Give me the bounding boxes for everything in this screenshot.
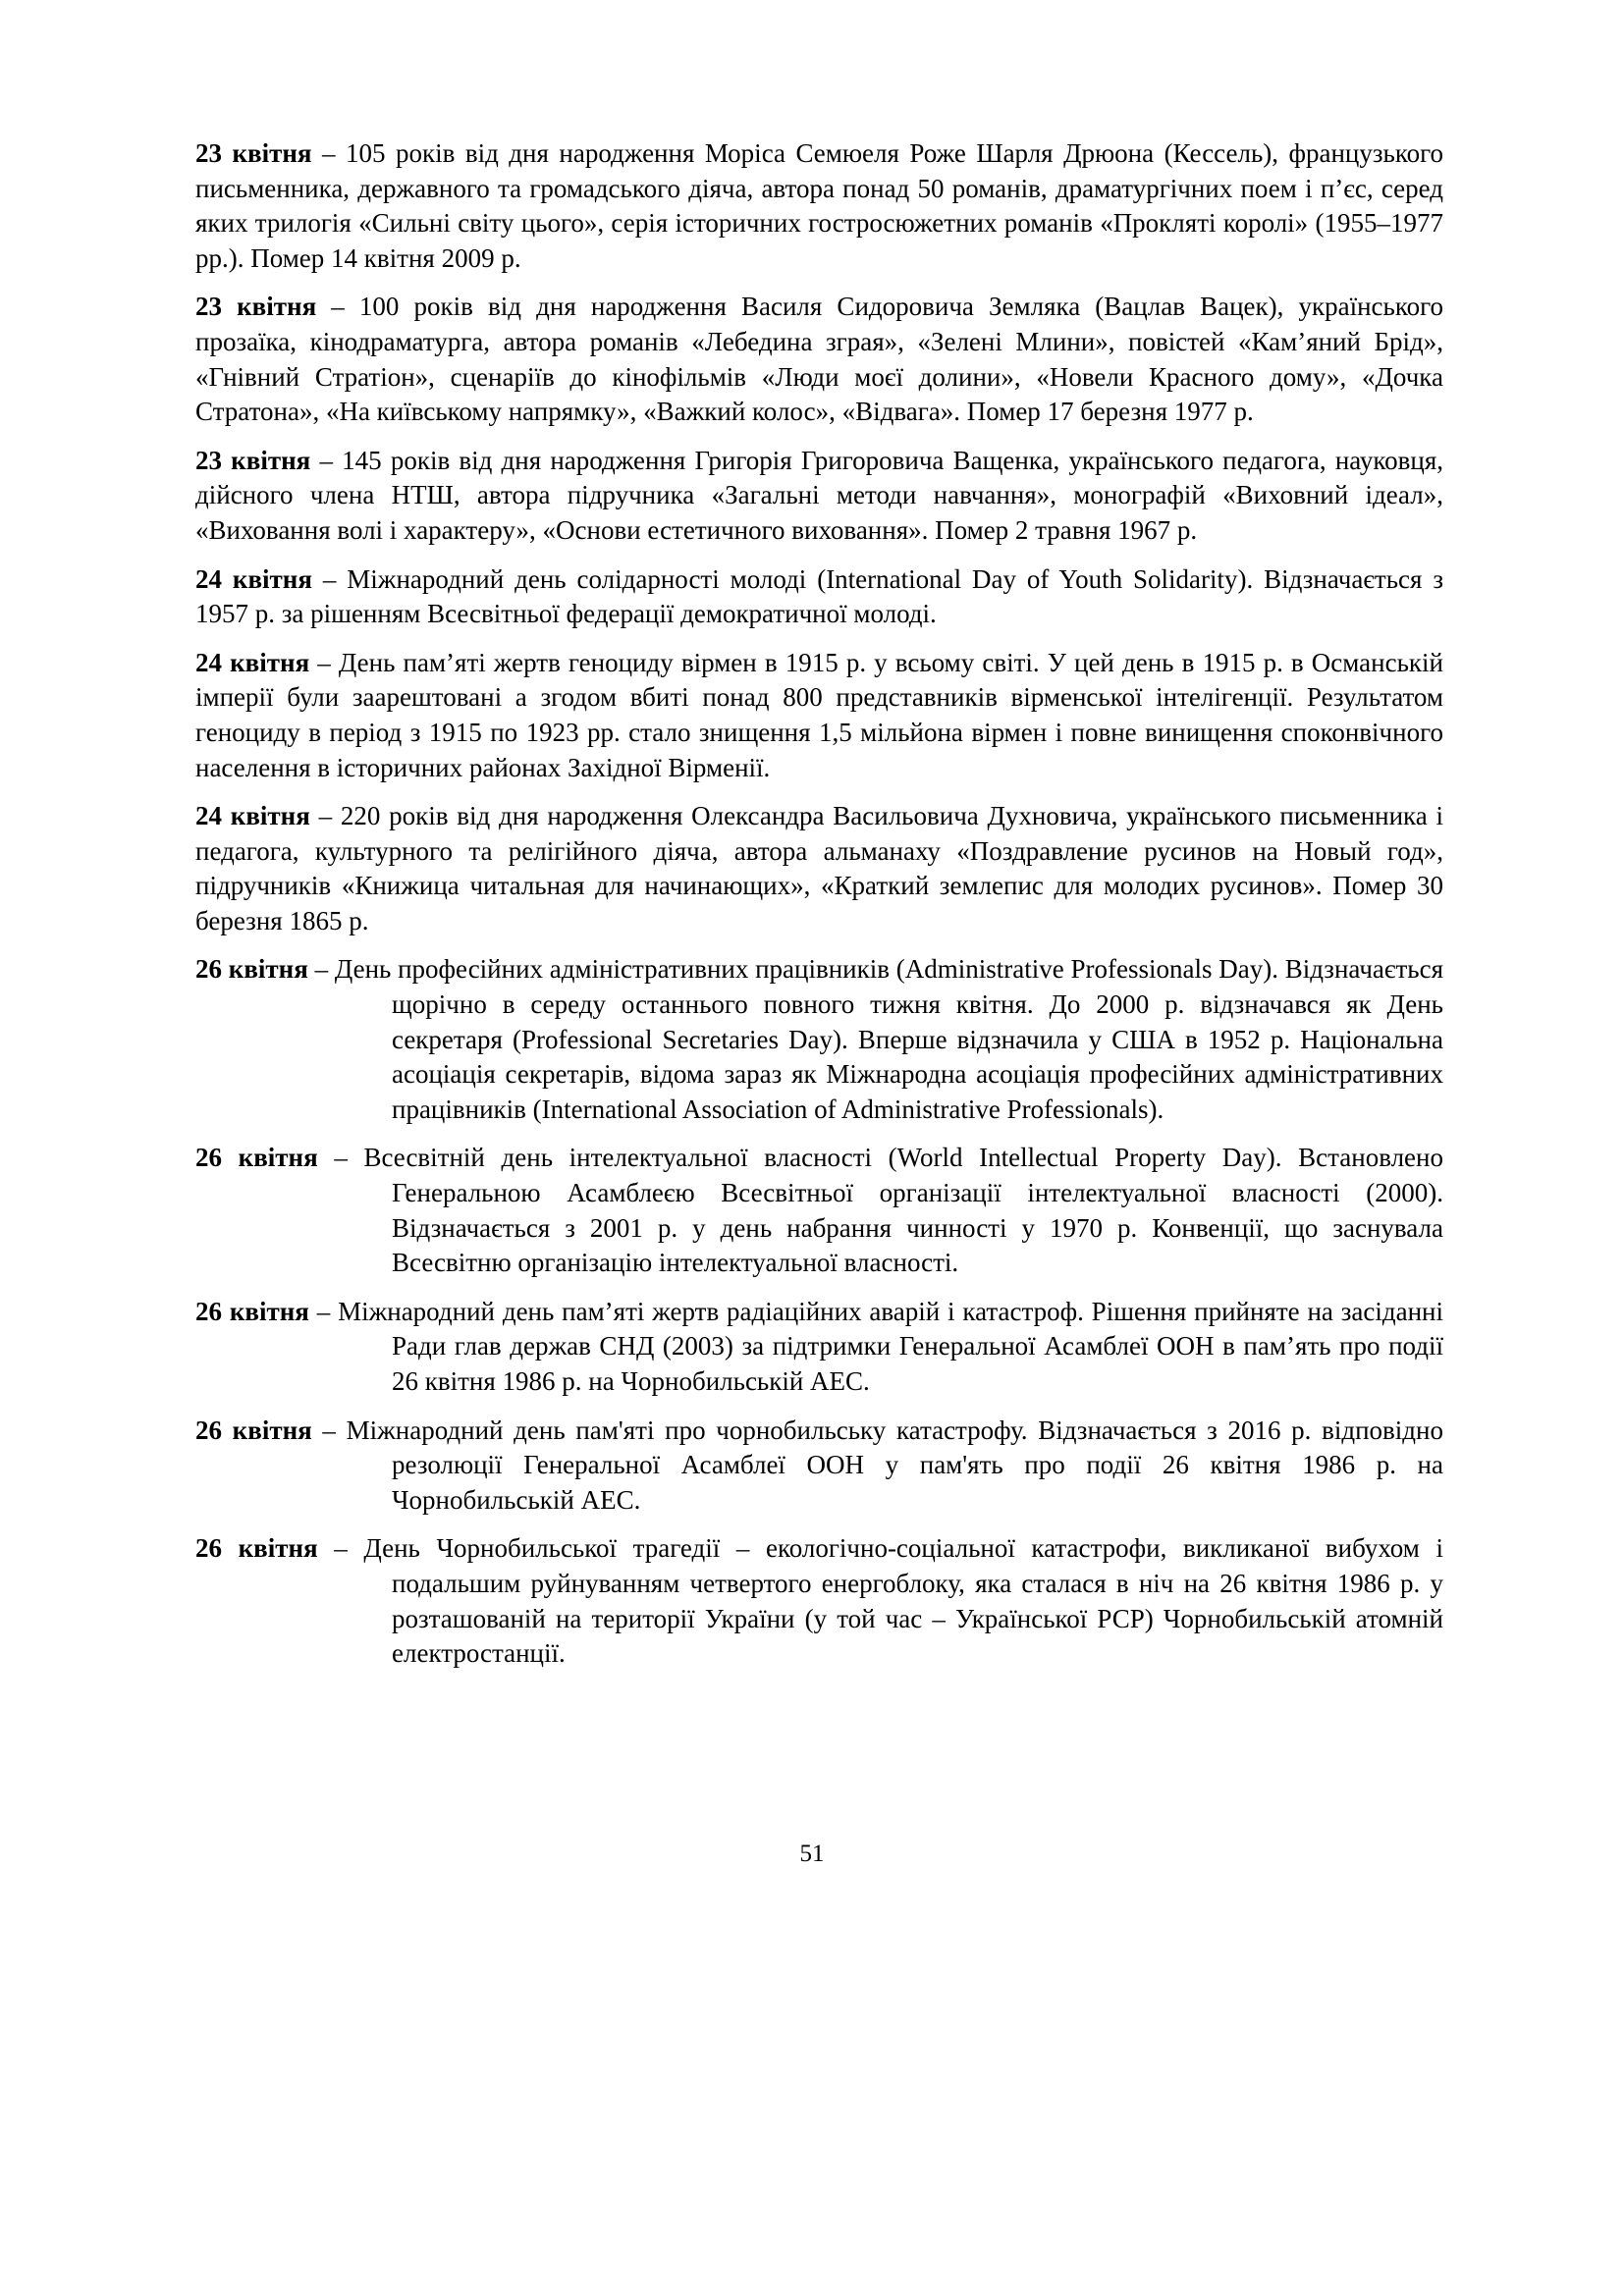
calendar-entry (195, 1141, 1443, 1280)
entry-date: 23 квітня (195, 445, 311, 475)
entry-date: 23 квітня (195, 138, 312, 168)
entry-date: 26 квітня (195, 1533, 318, 1564)
entry-date: 26 квітня (195, 1143, 318, 1173)
entry-text: – 100 років від дня народження Василя Сидоровича Земляка (Вацлав Вацек), українського прозаїка, кінодраматурга, автора романів «Лебедина зграя», «Зелені Млини», повістей «Кам’яний Брід», «Гнівний Стратіон», сценаріїв до кінофільмів «Люди моєї долини», «Новели Красного дому», «Дочка Стратона», «На київському напрямку», «Важкий колос», «Відвага». Помер 17 березня 1977 р. (195, 292, 1443, 427)
entry-date: 26 квітня (195, 1415, 312, 1445)
entry-date: 24 квітня (195, 647, 310, 677)
calendar-entry (195, 562, 1443, 632)
entry-date: 26 квітня (195, 1296, 309, 1326)
entry-date: 24 квітня (195, 801, 310, 831)
calendar-entry (195, 952, 1443, 1127)
entry-text: – Міжнародний день солідарності молоді (International Day of Youth Solidarity). Відзначається з 1957 р. за рішенням Всесвітньої федерації демократичної молоді. (195, 563, 1443, 629)
entry-text: – 145 років від дня народження Григорія Григоровича Ващенка, українського педагога, науковця, дійсного члена НТШ, автора підручника «Загальні методи навчання», монографій «Виховний ідеал», «Виховання волі і характеру», «Основи естетичного виховання». Помер 2 травня 1967 р. (195, 445, 1443, 545)
calendar-entry (195, 799, 1443, 938)
calendar-entry (195, 290, 1443, 429)
entry-date: 26 квітня (195, 954, 308, 985)
entry-date: 24 квітня (195, 563, 312, 594)
entry-text: – 220 років від дня народження Олександра Васильовича Духновича, українського письменника і педагога, культурного та релігійного діяча, автора альманаху «Поздравление русинов на Новый год», підручників «Книжица читальная для начинающих», «Краткий землепис для молодих русинов». Помер 30 березня 1865 р. (195, 801, 1443, 935)
entry-text: – Міжнародний день пам’яті жертв радіаційних аварій і катастроф. Рішення прийняте на засіданні Ради глав держав СНД (2003) за підтримки Генеральної Асамблеї ООН в пам’ять про події 26 квітня 1986 р. на Чорнобильській АЕС. (308, 1296, 1443, 1396)
page-number: 51 (799, 1841, 825, 1867)
entry-text: – Всесвітній день інтелектуальної власності (World Intellectual Property Day). Встановлено Генеральною Асамблеєю Всесвітньої організації інтелектуальної власності (2000). Відзначається з 2001 р. у день набрання чинності у 1970 р. Конвенції, що заснувала Всесвітню організацію інтелектуальної власності. (317, 1143, 1443, 1278)
entry-text: – День пам’яті жертв геноциду вірмен в 1915 р. у всьому світі. У цей день в 1915 р. в Османській імперії були заарештовані а згодом вбиті понад 800 представників вірменської інтелігенції. Результатом геноциду в період з 1915 по 1923 рр. стало знищення 1,5 мільйона вірмен і повне винищення споконвічного населення в історичних районах Західної Вірменії. (195, 647, 1443, 782)
entry-text: – Міжнародний день пам'яті про чорнобильську катастрофу. Відзначається з 2016 р. відповідно резолюції Генеральної Асамблеї ООН у пам'ять про події 26 квітня 1986 р. на Чорнобильській АЕС. (311, 1415, 1443, 1515)
calendar-entry (195, 1414, 1443, 1519)
entry-date: 23 квітня (195, 292, 317, 322)
calendar-entry (195, 1531, 1443, 1671)
entry-text: – День професійних адміністративних працівників (Administrative Professionals Day). Відзначається щорічно в середу останнього повного тижня квітня. До 2000 р. відзначався як День секретаря (Professional Secretaries Day). Вперше відзначила у США в 1952 р. Національна асоціація секретарів, відома зараз як Міжнародна асоціація професійних адміністративних працівників (International Association of Administrative Professionals). (307, 954, 1443, 1124)
entry-text: – День Чорнобильської трагедії – екологічно-соціальної катастрофи, викликаної вибухом і подальшим руйнуванням четвертого енергоблоку, яка сталася в ніч на 26 квітня 1986 р. у розташованій на території України (у той час – Української РСР) Чорнобильській атомній електростанції. (317, 1533, 1443, 1669)
calendar-entry (195, 1295, 1443, 1400)
calendar-entry (195, 136, 1443, 276)
calendar-entry (195, 444, 1443, 549)
page-content (195, 136, 1443, 1685)
calendar-entry (195, 646, 1443, 785)
entry-text: – 105 років від дня народження Моріса Семюеля Роже Шарля Дрюона (Кессель), французького письменника, державного та громадського діяча, автора понад 50 романів, драматургічних поем і п’єс, серед яких трилогія «Сильні світу цього», серія історичних гостросюжетних романів «Прокляті королі» (1955–1977 рр.). Помер 14 квітня 2009 р. (195, 138, 1443, 273)
